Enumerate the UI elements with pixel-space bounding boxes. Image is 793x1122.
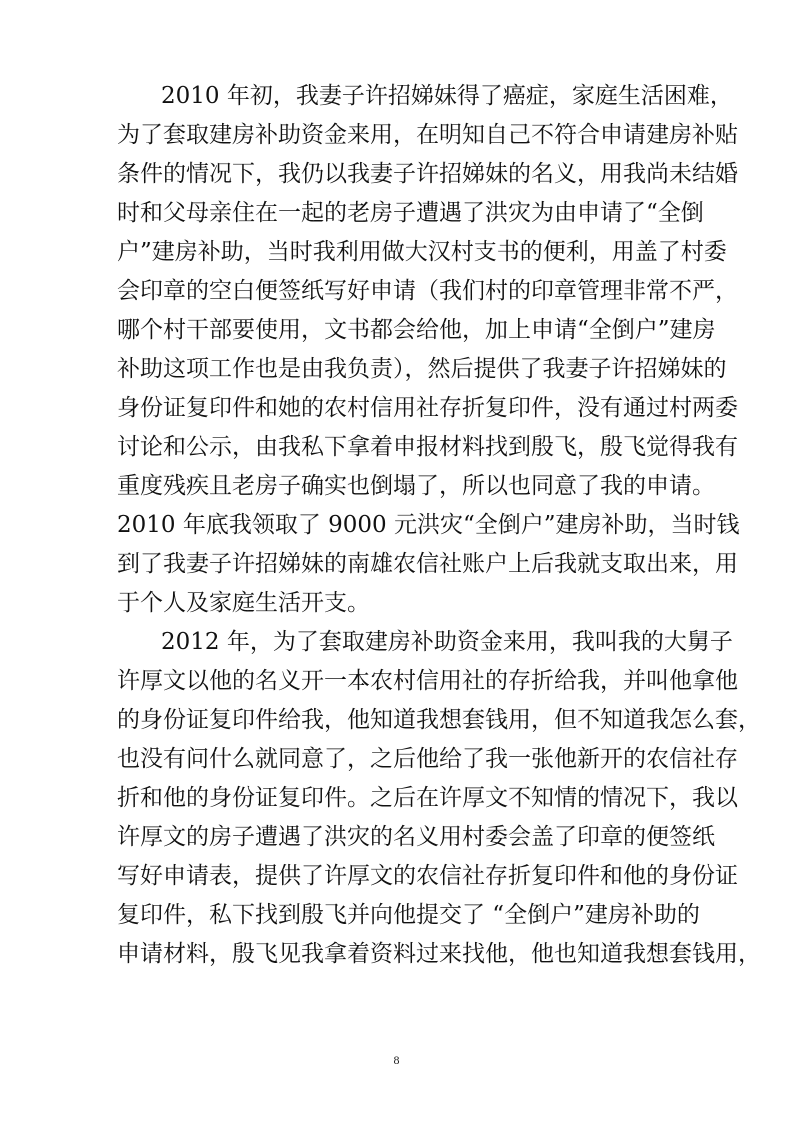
page-number: 8 bbox=[393, 1053, 400, 1067]
text-line: 会印章的空白便签纸写好申请（我们村的印章管理非常不严， bbox=[117, 278, 738, 304]
text-line: 复印件，私下找到殷飞并向他提交了 “全倒户”建房补助的 bbox=[117, 902, 700, 928]
text-line: 写好申请表，提供了许厚文的农信社存折复印件和他的身份证 bbox=[117, 863, 738, 889]
text-line: 补助这项工作也是由我负责），然后提供了我妻子许招娣妹的 bbox=[117, 356, 727, 382]
text-line: 身份证复印件和她的农村信用社存折复印件，没有通过村两委 bbox=[117, 395, 738, 421]
text-line: 于个人及家庭生活开支。 bbox=[117, 590, 370, 616]
text-line: 许厚文以他的名义开一本农村信用社的存折给我，并叫他拿他 bbox=[117, 668, 738, 694]
text-line: 许厚文的房子遭遇了洪灾的名义用村委会盖了印章的便签纸 bbox=[117, 824, 715, 850]
text-line: 的身份证复印件给我，他知道我想套钱用，但不知道我怎么套， bbox=[117, 707, 761, 733]
text-line: 申请材料，殷飞见我拿着资料过来找他，他也知道我想套钱用， bbox=[117, 941, 761, 967]
text-line: 也没有问什么就同意了，之后他给了我一张他新开的农信社存 bbox=[117, 746, 738, 772]
text-line: 为了套取建房补助资金来用，在明知自己不符合申请建房补贴 bbox=[117, 122, 738, 148]
text-line: 到了我妻子许招娣妹的南雄农信社账户上后我就支取出来，用 bbox=[117, 551, 738, 577]
text-line: 哪个村干部要使用，文书都会给他，加上申请“全倒户”建房 bbox=[117, 317, 716, 343]
text-line: 条件的情况下，我仍以我妻子许招娣妹的名义，用我尚未结婚 bbox=[117, 161, 738, 187]
text-line: 时和父母亲住在一起的老房子遭遇了洪灾为由申请了“全倒 bbox=[117, 200, 704, 226]
text-line: 折和他的身份证复印件。之后在许厚文不知情的情况下，我以 bbox=[117, 785, 738, 811]
text-line: 2012 年，为了套取建房补助资金来用，我叫我的大舅子 bbox=[161, 629, 733, 655]
text-line: 2010 年初，我妻子许招娣妹得了癌症，家庭生活困难， bbox=[161, 83, 733, 109]
text-line: 讨论和公示，由我私下拿着申报材料找到殷飞，殷飞觉得我有 bbox=[117, 434, 738, 460]
text-line: 2010 年底我领取了 9000 元洪灾“全倒户”建房补助，当时钱 bbox=[117, 512, 740, 538]
text-line: 户”建房补助，当时我利用做大汉村支书的便利，用盖了村委 bbox=[117, 239, 727, 265]
text-line: 重度残疾且老房子确实也倒塌了，所以也同意了我的申请。 bbox=[117, 473, 715, 499]
